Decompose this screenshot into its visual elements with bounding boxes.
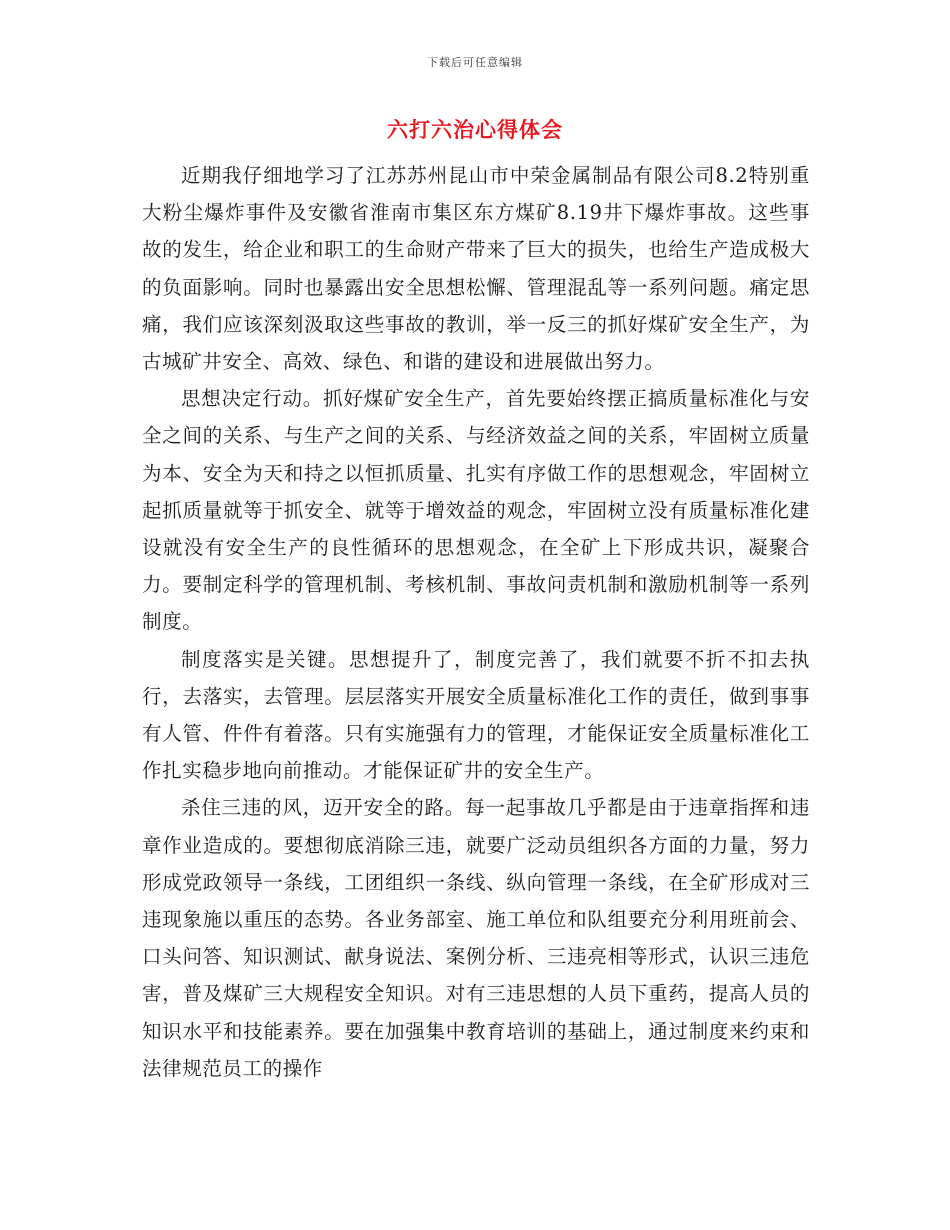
document-body [142,157,810,1087]
paragraph-1: 近期我仔细地学习了江苏苏州昆山市中荣金属制品有限公司8.2特别重大粉尘爆炸事件及安徽省淮南市集区东方煤矿8.19井下爆炸事故。这些事故的发生，给企业和职工的生命财产带来了巨大的损失，也给生产造成极大的负面影响。同时也暴露出安全思想松懈、管理混乱等一系列问题。痛定思痛，我们应该深刻汲取这些事故的教训，举一反三的抓好煤矿安全生产，为古城矿井安全、高效、绿色、和谐的建设和进展做出努力。 [142,164,810,374]
paragraph-4: 杀住三违的风，迈开安全的路。每一起事故几乎都是由于违章指挥和违章作业造成的。要想彻底消除三违，就要广泛动员组织各方面的力量，努力形成党政领导一条线，工团组织一条线、纵向管理一条线，在全矿形成对三违现象施以重压的态势。各业务部室、施工单位和队组要充分利用班前会、口头问答、知识测试、献身说法、案例分析、三违亮相等形式，认识三违危害，普及煤矿三大规程安全知识。对有三违思想的人员下重药，提高人员的知识水平和技能素养。要在加强集中教育培训的基础上，通过制度来约束和法律规范员工的操作 [142,796,810,1080]
paragraph-3: 制度落实是关键。思想提升了，制度完善了，我们就要不折不扣去执行，去落实，去管理。层层落实开展安全质量标准化工作的责任，做到事事有人管、件件有着落。只有实施强有力的管理，才能保证安全质量标准化工作扎实稳步地向前推动。才能保证矿井的安全生产。 [142,647,810,783]
paragraph-2: 思想决定行动。抓好煤矿安全生产，首先要始终摆正搞质量标准化与安全之间的关系、与生产之间的关系、与经济效益之间的关系，牢固树立质量为本、安全为天和持之以恒抓质量、扎实有序做工作的思想观念，牢固树立起抓质量就等于抓安全、就等于增效益的观念，牢固树立没有质量标准化建设就没有安全生产的良性循环的思想观念，在全矿上下形成共识，凝聚合力。要制定科学的管理机制、考核机制、事故问责机制和激励机制等一系列制度。 [142,387,810,634]
document-title: 六打六治心得体会 [387,118,563,142]
header-note: 下载后可任意编辑 [427,56,523,69]
